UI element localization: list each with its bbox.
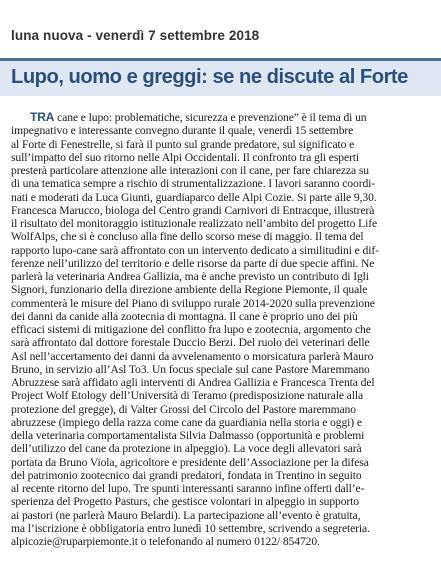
article-line: sarà affrontato dal dottore forestale Duccio Berzi. Del ruolo dei veterinari delle bbox=[11, 336, 370, 350]
article-line: Signori, funzionario della direzione ambiente della Regione Piemonte, il quale bbox=[11, 283, 368, 297]
article-line: efficaci sistemi di mitigazione del conflitto fra lupo e zootecnia, argomento che bbox=[11, 323, 371, 336]
article-line: del patrimonio zootecnico dai grandi predatori, fondata in Trentino in seguito bbox=[11, 468, 362, 482]
article-line: sperienza del Progetto Pasturs, che gestisce volontari in alpeggio in supporto bbox=[11, 495, 359, 509]
lead-word: TRA bbox=[30, 111, 55, 124]
article-line: al recente ritorno del lupo. Tre spunti interessanti saranno infine offerti dall’e- bbox=[11, 482, 365, 495]
article-line: di una tematica sempre a rischio di strumentalizzazione. I lavori saranno coordi- bbox=[11, 177, 376, 191]
article-line: nati e moderati da Luca Giunti, guardiaparco delle Alpi Cozie. Si parte alle 9,30. bbox=[11, 190, 377, 204]
article-body bbox=[11, 111, 409, 548]
article-line: ai pastori (ne parlerà Mauro Belardi). La partecipazione all’evento è gratuita, bbox=[11, 508, 361, 522]
article-line: ferenze nell’utilizzo del territorio e delle risorse da parte di due specie affini. Ne bbox=[11, 256, 375, 270]
article-line: ma l’iscrizione è obbligatoria entro lunedì 10 settembre, scrivendo a segreteria. bbox=[11, 521, 370, 535]
article-line: dei danni da canide alla zootecnia di montagna. Il cane è proprio uno dei più bbox=[11, 309, 358, 323]
article-line: della veterinaria comportamentalista Silvia Dalmasso (opportunità e problemi bbox=[11, 429, 365, 442]
masthead: luna nuova - venerdì 7 settembre 2018 bbox=[11, 28, 260, 43]
headline-band bbox=[0, 58, 441, 96]
article-first-line bbox=[11, 111, 409, 124]
article-line: Project Wolf Etology dell’Università di Teramo (predisposizione naturale alla bbox=[11, 389, 364, 403]
article-line: dell’utilizzo del cane da protezione in alpeggio). La voce degli allevatori sarà bbox=[11, 442, 362, 456]
article-line: Asl nell’accertamento dei danni da avvelenamento o morsicatura parlerà Mauro bbox=[11, 349, 374, 363]
article-line: WolfAlps, che si è concluso alla fine dello scorso mese di maggio. Il tema del bbox=[11, 230, 364, 244]
article-line: presterà particolare attenzione alle interazioni con il cane, per fare chiarezza su bbox=[11, 164, 369, 177]
article-line: abruzzese (impiego della razza come cane da guardiania nella storia e oggi) e bbox=[11, 415, 362, 429]
headline: Lupo, uomo e greggi: se ne discute al Forte bbox=[11, 66, 408, 88]
article-line: protezione del gregge), di Valter Grossi del Circolo del Pastore maremmano bbox=[11, 402, 356, 416]
article-line: alpicozie@ruparpiemonte.it o telefonando al numero 0122/ 854720. bbox=[11, 535, 320, 548]
article-line: Francesca Marucco, biologa del Centro grandi Carnivori di Entracque, illustrerà bbox=[11, 203, 375, 217]
article-line: al Forte di Fenestrelle, si farà il punto sul grande predatore, sul significato e bbox=[11, 137, 355, 151]
article-line: il risultato del monitoraggio istituzionale realizzato nell’ambito del progetto Life bbox=[11, 217, 378, 230]
article-line: rapporto lupo-cane sarà affrontato con un intervento dedicato a similitudini e dif- bbox=[11, 243, 379, 257]
article-line: parlerà la veterinaria Andrea Gallizia, ma è anche previsto un contributo di Igli bbox=[11, 270, 369, 283]
article-line: cane e lupo: problematiche, sicurezza e prevenzione” è il tema di un bbox=[54, 111, 367, 124]
article-line: portata da Bruno Viola, agricoltore e presidente dell’Associazione per la difesa bbox=[11, 455, 369, 469]
article-line: Bruno, in servizio all’Asl To3. Un focus speciale sul cane Pastore Maremmano bbox=[11, 362, 370, 376]
article-line: commenterà le misure del Piano di sviluppo rurale 2014-2020 sulla prevenzione bbox=[11, 296, 375, 310]
article-line: impegnativo e interessante convegno durante il quale, venerdì 15 settembre bbox=[11, 124, 354, 138]
article-line: Abruzzese sarà affidato agli interventi di Andrea Gallizia e Francesca Trenta del bbox=[11, 376, 375, 389]
article-line: sull’impatto del suo ritorno nelle Alpi Occidentali. Il confronto tra gli esperti bbox=[11, 150, 360, 164]
